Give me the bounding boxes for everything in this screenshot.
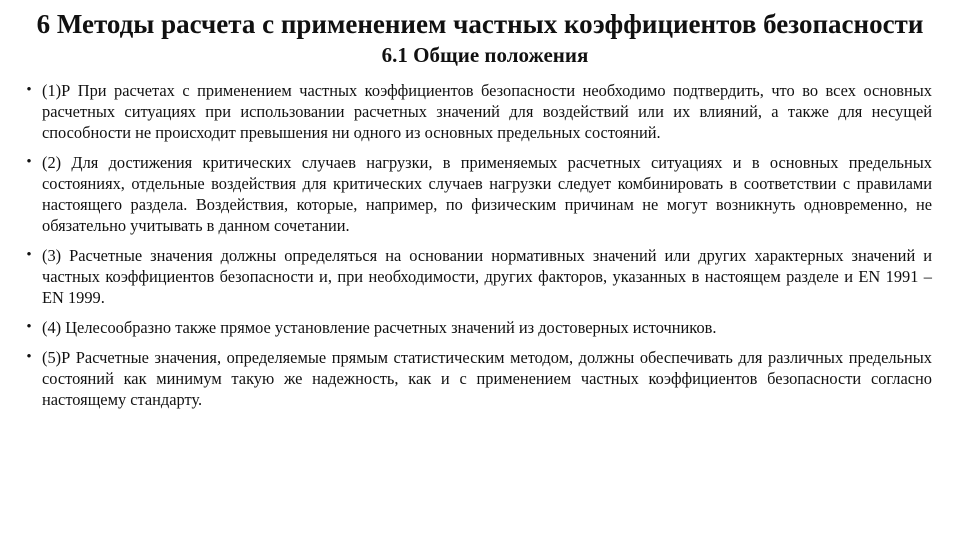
bullet-item-5 bbox=[22, 347, 932, 410]
section-subtitle: 6.1 Общие положения bbox=[381, 43, 589, 67]
bullet-icon: • bbox=[26, 247, 32, 263]
bullet-icon: • bbox=[26, 154, 32, 170]
bullet-text-5: (5)Р Расчетные значения, определяемые прямым статистическим методом, должны обеспечивать для различных предельных состояний как минимум такую же надежность, как и с применением частных коэффициентов безопасности согласно настоящему стандарту. bbox=[42, 348, 932, 409]
bullet-icon: • bbox=[26, 349, 32, 365]
bullet-icon: • bbox=[26, 82, 32, 98]
slide-title: 6 Методы расчета с применением частных коэффициентов безопасности bbox=[36, 9, 924, 39]
bullet-text-4: (4) Целесообразно также прямое установление расчетных значений из достоверных источников. bbox=[42, 318, 717, 337]
bullet-list bbox=[22, 80, 932, 419]
bullet-text-2: (2) Для достижения критических случаев нагрузки, в применяемых расчетных ситуациях и в основных предельных состояниях, отдельные воздействия для критических случаев нагрузки следует комбинировать в соответствии с правилами настоящего раздела. Воздействия, которые, например, по физическим причинам не могут возникнуть одновременно, не обязательно учитывать в данном сочетании. bbox=[42, 153, 932, 235]
bullet-text-3: (3) Расчетные значения должны определяться на основании нормативных значений или других характерных значений и частных коэффициентов безопасности и, при необходимости, других факторов, указанных в настоящем разделе и EN 1991 – EN 1999. bbox=[42, 246, 932, 307]
bullet-icon: • bbox=[26, 319, 32, 335]
bullet-item-3 bbox=[22, 245, 932, 308]
bullet-item-1 bbox=[22, 80, 932, 143]
bullet-text-1: (1)Р При расчетах с применением частных коэффициентов безопасности необходимо подтвердить, что во всех основных расчетных ситуациях при использовании расчетных значений для воздействий или их влияний, а также для несущей способности не происходит превышения ни одного из основных предельных состояний. bbox=[42, 81, 932, 142]
bullet-item-2 bbox=[22, 152, 932, 236]
bullet-item-4 bbox=[22, 317, 932, 338]
